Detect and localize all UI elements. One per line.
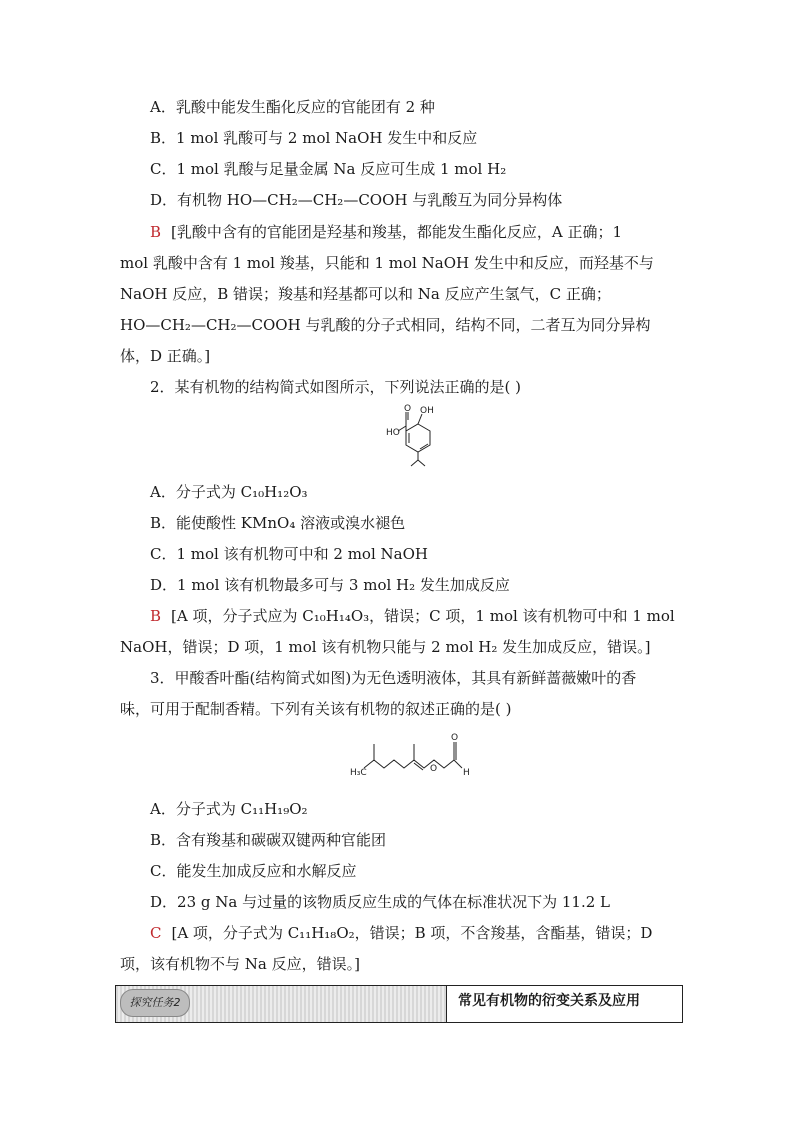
- q3-struct-o-carbonyl: O: [451, 733, 459, 743]
- q1-explanation-line-5: 体，D 正确。]: [120, 347, 211, 365]
- q1-explanation-line-1: B [乳酸中含有的官能团是羟基和羧基，都能发生酯化反应，A 正确；1: [150, 223, 623, 241]
- q2-option-c: C．1 mol 该有机物可中和 2 mol NaOH: [150, 545, 428, 563]
- q3-stem-line-2: 味，可用于配制香精。下列有关该有机物的叙述正确的是( ): [120, 700, 512, 718]
- banner-divider: [446, 986, 447, 1022]
- q2-stem: 2．某有机物的结构简式如图所示，下列说法正确的是( ): [150, 378, 522, 396]
- banner-title: 常见有机物的衍变关系及应用: [458, 993, 640, 1009]
- q3-explanation-line-1: C [A 项，分子式为 C₁₁H₁₈O₂，错误；B 项，不含羧基，含酯基，错误；D: [150, 924, 653, 942]
- q2-option-b: B．能使酸性 KMnO₄ 溶液或溴水褪色: [150, 514, 406, 532]
- q3-answer: C: [150, 924, 162, 942]
- q1-answer: B: [150, 223, 162, 241]
- banner-tag: 探究任务2: [120, 989, 190, 1017]
- q1-explanation-line-2: mol 乳酸中含有 1 mol 羧基，只能和 1 mol NaOH 发生中和反应，而羟基不与: [120, 254, 654, 272]
- q1-explanation-line-4: HO—CH₂—CH₂—COOH 与乳酸的分子式相同，结构不同，二者互为同分异构: [120, 316, 651, 334]
- banner-pattern: [116, 986, 446, 1022]
- q1-option-b: B．1 mol 乳酸可与 2 mol NaOH 发生中和反应: [150, 129, 478, 147]
- q2-explanation-line-2: NaOH，错误；D 项，1 mol 该有机物只能与 2 mol H₂ 发生加成反应，错误。]: [120, 638, 651, 656]
- q1-option-c: C．1 mol 乳酸与足量金属 Na 反应可生成 1 mol H₂: [150, 160, 507, 178]
- section-banner: [115, 985, 683, 1023]
- q1-explanation-line-3: NaOH 反应，B 错误；羧基和羟基都可以和 Na 反应产生氢气，C 正确；: [120, 285, 611, 303]
- q3-explanation-line-2: 项，该有机物不与 Na 反应，错误。]: [120, 955, 360, 973]
- q1-option-d: D．有机物 HO—CH₂—CH₂—COOH 与乳酸互为同分异构体: [150, 191, 563, 209]
- q2-explanation-line-1: B [A 项，分子式应为 C₁₀H₁₄O₃，错误；C 项，1 mol 该有机物可中和 1 mol: [150, 607, 675, 625]
- q3-option-a: A．分子式为 C₁₁H₁₉O₂: [150, 800, 308, 818]
- q3-option-d: D．23 g Na 与过量的该物质反应生成的气体在标准状况下为 11.2 L: [150, 893, 610, 911]
- q2-struct-o: O: [404, 404, 412, 414]
- q3-stem-line-1: 3．甲酸香叶酯(结构简式如图)为无色透明液体，其具有新鲜蔷薇嫩叶的香: [150, 669, 637, 687]
- q3-structure-diagram: [350, 728, 480, 780]
- q1-option-a: A．乳酸中能发生酯化反应的官能团有 2 种: [150, 98, 435, 116]
- q2-structure-diagram: [380, 402, 450, 472]
- q2-option-a: A．分子式为 C₁₀H₁₂O₃: [150, 483, 308, 501]
- q3-struct-h3c: H₃C: [350, 768, 367, 778]
- q2-struct-oh: OH: [420, 406, 434, 416]
- q2-struct-ho: HO: [386, 428, 400, 438]
- q3-option-c: C．能发生加成反应和水解反应: [150, 862, 357, 880]
- q3-struct-o-ester: O: [430, 764, 438, 774]
- q2-option-d: D．1 mol 该有机物最多可与 3 mol H₂ 发生加成反应: [150, 576, 510, 594]
- q2-answer: B: [150, 607, 162, 625]
- q3-option-b: B．含有羧基和碳碳双键两种官能团: [150, 831, 387, 849]
- q3-struct-h: H: [463, 768, 470, 778]
